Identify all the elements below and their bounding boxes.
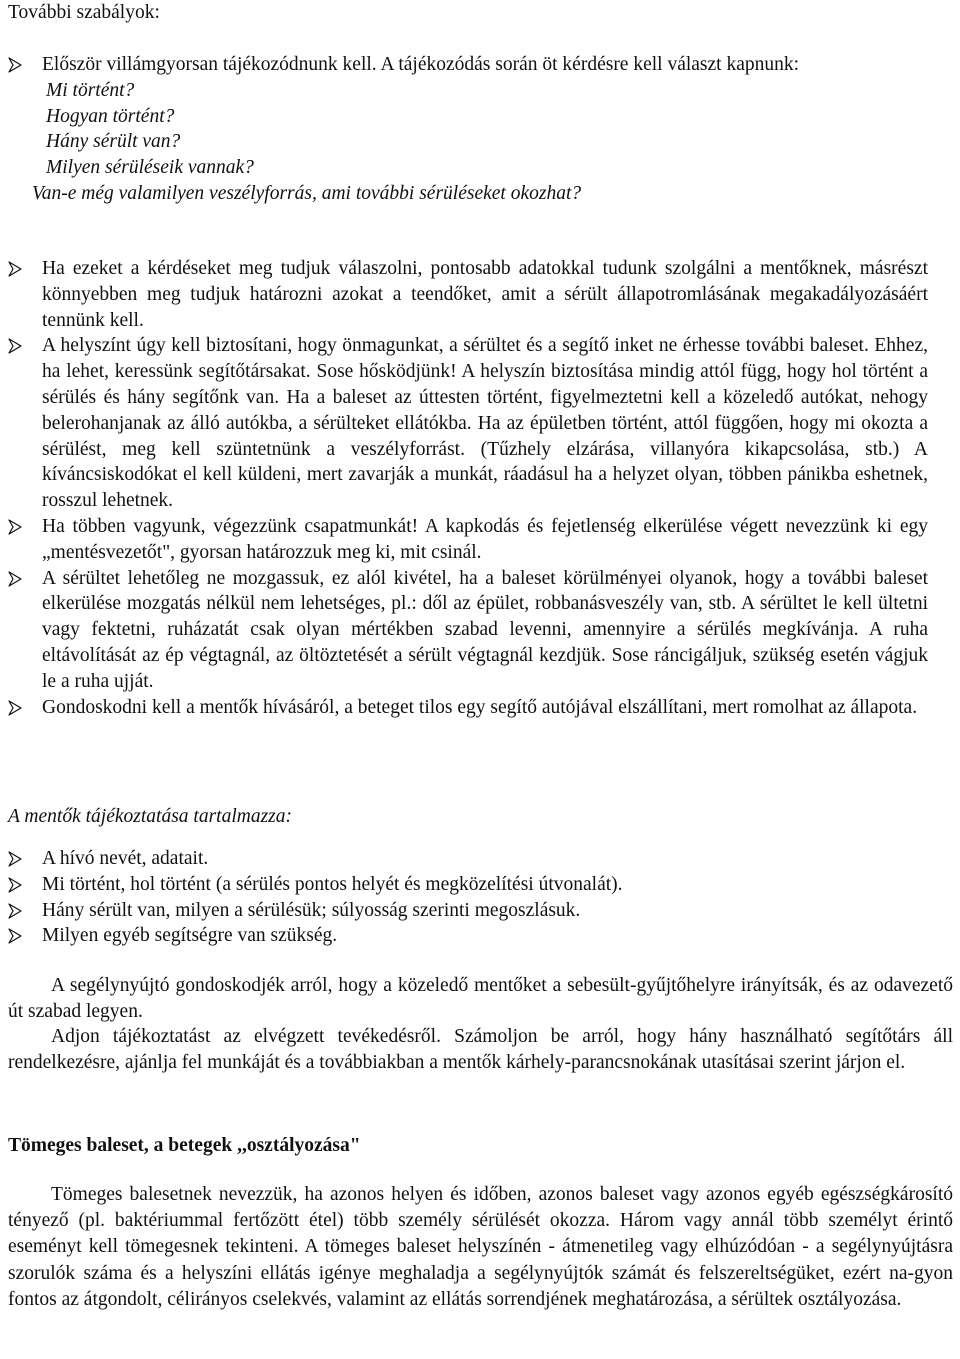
arrow-bullet-icon bbox=[8, 571, 22, 587]
arrow-bullet-icon bbox=[8, 338, 22, 354]
arrow-bullet-icon bbox=[8, 57, 22, 73]
question-line: Milyen sérüléseik vannak? bbox=[46, 157, 254, 179]
list-item bbox=[8, 898, 908, 924]
list-item bbox=[8, 256, 928, 333]
list-item bbox=[8, 872, 908, 898]
arrow-bullet-icon bbox=[8, 877, 22, 893]
list-item-text: A sérültet lehetőleg ne mozgassuk, ez alól kivétel, ha a baleset körülményei olyanok, hogy a további baleset elkerülése mozgatás nélkül nem lehetséges, pl.: dől az épület, robbanásveszély van, stb. A sérültet le kell ültetni vagy fektetni, ruházatát csak olyan mértékben szabad levenni, amennyire a sérülés megkívánja. A ruha eltávolítását az ép végtagnál, az öltöztetését a sérült végtagnál kezdjük. Sose ráncigáljuk, szükség esetén vágjuk le a ruha ujját. bbox=[42, 567, 928, 692]
list-item-text: Először villámgyorsan tájékozódnunk kell. A tájékozódás során öt kérdésre kell választ kapnunk: bbox=[42, 54, 800, 75]
list-item bbox=[8, 695, 928, 721]
list-item bbox=[8, 514, 928, 566]
list-item bbox=[8, 333, 928, 514]
question-line: Hogyan történt? bbox=[46, 105, 175, 127]
second-bullet-list bbox=[8, 256, 928, 720]
first-bullet-list bbox=[8, 52, 928, 207]
third-bullet-list bbox=[8, 846, 908, 949]
list-item-text: Gondoskodni kell a mentők hívásáról, a beteget tilos egy segítő autójával elszállítani, mert romolhat az állapota. bbox=[42, 696, 918, 718]
list-item-text: Ha többen vagyunk, végezzünk csapatmunkát! A kapkodás és fejetlenség elkerülése végett nevezzünk ki egy „mentésvezetőt", gyorsan határozzuk meg ki, mit csinál. bbox=[42, 515, 928, 563]
question-line: Mi történt? bbox=[46, 79, 135, 101]
paragraph: Tömeges balesetnek nevezzük, ha azonos helyen és időben, azonos baleset vagy azonos egyéb egészségkárosító tényező (pl. baktériummal fertőzött étel) több személy sérülését okozza. Három vagy annál több személyt érintő eseményt kell tömegesnek tekinteni. A tömeges baleset helyszínén - átmenetileg vagy elhúzódóan - a segélynyújtásra szorulók száma és a helyszíni ellátás igénye meghaladja a segélynyújtók számát és felszereltségüket, ezért na-gyon fontos az átgondolt, célirányos cselekvés, valamint az ellátás sorrendjének meghatározása, a sérültek osztályozása. bbox=[8, 1184, 953, 1310]
intro-heading: További szabályok: bbox=[8, 2, 160, 23]
section-title: Tömeges baleset, a betegek ,,osztályozása" bbox=[8, 1135, 361, 1156]
list-item-text: Ha ezeket a kérdéseket meg tudjuk válaszolni, pontosabb adatokkal tudunk szolgálni a mentőknek, másrészt könnyebben meg tudjuk határozni azokat a teendőket, amit a sérült állapotromlásának megakadályozásáért tennünk kell. bbox=[42, 258, 928, 331]
arrow-bullet-icon bbox=[8, 700, 22, 716]
arrow-bullet-icon bbox=[8, 519, 22, 535]
arrow-bullet-icon bbox=[8, 928, 22, 944]
list-item-text: A helyszínt úgy kell biztosítani, hogy önmagunkat, a sérültet és a segítő inket ne érhesse további baleset. Ehhez, ha lehet, keressünk segítőtársakat. Sose hősködjünk! A helyszín biztosítása mindig attól függ, hogy hol történt a sérülés és hány segítőnk van. Ha a baleset az úttesten történt, figyelmeztetni kell a közeledő autókat, nehogy belerohanjanak az álló autókba, a sérülteket ellátókba. Ha az épületben történt, attól függően, hogy mi okozta a sérülést, meg kell szüntetnünk a veszélyforrást. (Tűzhely elzárása, villanyóra kikapcsolása, stb.) A kíváncsiskodókat el kell küldeni, mert zavarják a munkát, ráadásul ha a helyzet olyan, többen pánikba eshetnek, rosszul lehetnek. bbox=[42, 335, 928, 512]
list-item-text: Mi történt, hol történt (a sérülés pontos helyét és megközelítési útvonalát). bbox=[42, 873, 623, 895]
list-item bbox=[8, 566, 928, 695]
list-item bbox=[8, 846, 908, 872]
list-item-text: Milyen egyéb segítségre van szükség. bbox=[42, 925, 338, 947]
list-item-text: Hány sérült van, milyen a sérülésük; súlyosság szerinti megoszlásuk. bbox=[42, 899, 581, 921]
list-item-text: A hívó nevét, adatait. bbox=[42, 848, 209, 869]
paragraph: A segélynyújtó gondoskodjék arról, hogy a közeledő mentőket a sebesült-gyűjtőhelyre irányítsák, és az odavezető út szabad legyen. bbox=[8, 975, 953, 1022]
question-line: Hány sérült van? bbox=[46, 131, 181, 153]
arrow-bullet-icon bbox=[8, 261, 22, 277]
arrow-bullet-icon bbox=[8, 851, 22, 867]
list-item bbox=[8, 923, 908, 949]
arrow-bullet-icon bbox=[8, 903, 22, 919]
info-heading: A mentők tájékoztatása tartalmazza: bbox=[8, 806, 292, 827]
question-line: Van-e még valamilyen veszélyforrás, ami további sérüléseket okozhat? bbox=[32, 182, 582, 204]
list-item bbox=[8, 52, 928, 207]
paragraph: Adjon tájékoztatást az elvégzett tevékedésről. Számoljon be arról, hogy hány használható segítőtárs áll rendelkezésre, ajánlja fel munkáját és a továbbiakban a mentők kárhely-parancsnokának utasításai szerint járjon el. bbox=[8, 1026, 953, 1073]
